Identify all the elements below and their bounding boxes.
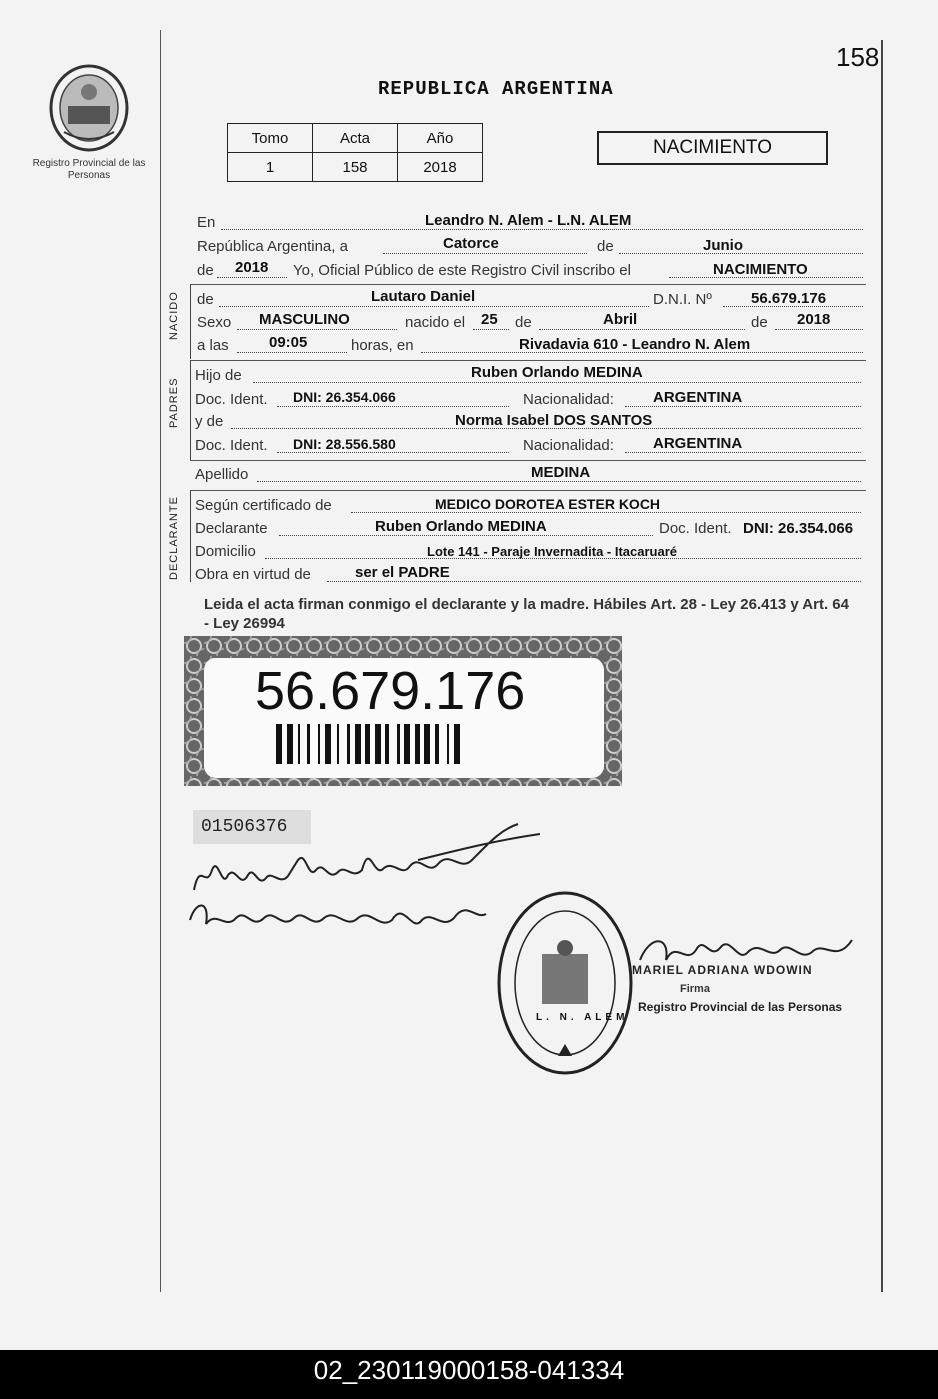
header-ano: Año: [398, 124, 483, 153]
value-birth-day: 25: [481, 311, 498, 328]
page-number: 158: [836, 42, 880, 72]
label-sexo: Sexo: [197, 314, 232, 331]
line-father-doc: [195, 388, 861, 410]
stamp-bottom-text: L. N. ALEM: [536, 1012, 629, 1023]
value-birth-place: Rivadavia 610 - Leandro N. Alem: [519, 336, 751, 353]
value-year: 2018: [235, 259, 269, 276]
label-en: En: [197, 214, 216, 231]
label-republica: República Argentina, a: [197, 238, 348, 255]
value-child-dni: 56.679.176: [751, 290, 827, 307]
province-seal-logo: [46, 62, 132, 158]
header-tomo: Tomo: [228, 124, 313, 153]
label-father-nat: Nacionalidad:: [523, 391, 614, 408]
label-father-doc: Doc. Ident.: [195, 391, 268, 408]
official-role: Firma: [680, 983, 710, 995]
barcode-bar: [347, 724, 350, 764]
line-hora-lugar: [197, 334, 863, 356]
barcode-bar: [415, 724, 420, 764]
label-a-las: a las: [197, 337, 229, 354]
barcode-bar: [318, 724, 320, 764]
label-y-de: y de: [195, 413, 224, 430]
label-apellido: Apellido: [195, 466, 249, 483]
official-name: MARIEL ADRIANA WDOWIN: [632, 963, 813, 977]
value-declarante-doc: DNI: 26.354.066: [743, 520, 854, 537]
value-tomo: 1: [228, 153, 313, 182]
line-republica: [197, 235, 863, 257]
barcode-bar: [276, 724, 282, 764]
label-domicilio: Domicilio: [195, 543, 256, 560]
value-father: Ruben Orlando MEDINA: [471, 364, 643, 381]
value-mother-nat: ARGENTINA: [653, 435, 743, 452]
line-en: [197, 211, 863, 233]
barcode-bar: [454, 724, 460, 764]
value-mother-doc: DNI: 28.556.580: [293, 436, 396, 452]
country-title: REPUBLICA ARGENTINA: [378, 78, 614, 100]
value-sexo: MASCULINO: [259, 311, 350, 328]
line-declarante: [195, 517, 861, 539]
registry-stamp: [494, 888, 636, 1078]
barcode-bar: [424, 724, 430, 764]
value-location: Leandro N. Alem - L.N. ALEM: [425, 212, 632, 229]
label-mother-doc: Doc. Ident.: [195, 437, 268, 454]
barcode-bar: [447, 724, 449, 764]
label-nacido-el: nacido el: [405, 314, 466, 331]
left-margin-line: [160, 30, 161, 1292]
barcode-number: 56.679.176: [255, 661, 526, 721]
label-declarante: Declarante: [195, 520, 268, 537]
value-ano: 2018: [398, 153, 483, 182]
label-de-birth-month: de: [515, 314, 532, 331]
label-declarante-doc: Doc. Ident.: [659, 520, 732, 537]
value-domicilio: Lote 141 - Paraje Invernadita - Itacaruaré: [427, 544, 677, 559]
barcode-bar: [355, 724, 361, 764]
line-nacido-name: [197, 288, 863, 310]
section-declarante-label: DECLARANTE: [168, 496, 180, 580]
label-de-birth-year: de: [751, 314, 768, 331]
line-year-inscribo: [197, 259, 863, 281]
value-mother: Norma Isabel DOS SANTOS: [455, 412, 653, 429]
value-birth-year: 2018: [797, 311, 831, 328]
value-certificado: MEDICO DOROTEA ESTER KOCH: [435, 496, 661, 512]
right-margin-line: [881, 40, 883, 1292]
barcode-bar: [385, 724, 389, 764]
value-father-doc: DNI: 26.354.066: [293, 389, 396, 405]
label-dni: D.N.I. Nº: [653, 291, 712, 308]
label-obra: Obra en virtud de: [195, 566, 311, 583]
label-certificado: Según certificado de: [195, 497, 332, 514]
section-nacido-label: NACIDO: [168, 291, 180, 340]
value-birth-month: Abril: [603, 311, 638, 328]
value-father-nat: ARGENTINA: [653, 389, 743, 406]
label-mother-nat: Nacionalidad:: [523, 437, 614, 454]
label-hijo-de: Hijo de: [195, 367, 242, 384]
line-obra: [195, 563, 861, 585]
label-horas-en: horas, en: [351, 337, 414, 354]
official-registry: Registro Provincial de las Personas: [638, 1000, 843, 1014]
barcode-bar: [435, 724, 439, 764]
line-domicilio: [195, 540, 861, 562]
label-inscribo: Yo, Oficial Público de este Registro Civil inscribo el: [293, 262, 631, 279]
serial-number: 01506376: [193, 810, 311, 844]
line-apellido: [195, 463, 861, 485]
signature-madre: [186, 890, 496, 940]
value-day-words: Catorce: [443, 235, 499, 252]
value-birth-time: 09:05: [269, 334, 308, 351]
header-acta: Acta: [313, 124, 398, 153]
barcode-bar: [404, 724, 410, 764]
value-child-name: Lautaro Daniel: [371, 288, 476, 305]
label-de-name: de: [197, 291, 214, 308]
value-month: Junio: [703, 237, 743, 254]
line-y-de: [195, 410, 861, 432]
line-hijo-de: [195, 364, 861, 386]
value-obra: ser el PADRE: [355, 564, 450, 581]
value-declarante: Ruben Orlando MEDINA: [375, 518, 547, 535]
barcode-bar: [287, 724, 293, 764]
barcode-bar: [397, 724, 400, 764]
barcode-bar: [365, 724, 370, 764]
label-de-month: de: [597, 238, 614, 255]
line-certificado: [195, 494, 861, 516]
barcode-bar: [307, 724, 310, 764]
document-code-bar: 02_230119000158-041334: [0, 1350, 938, 1399]
label-de-year: de: [197, 262, 214, 279]
logo-caption: Registro Provincial de las Personas: [32, 158, 146, 181]
barcode-bar: [298, 724, 300, 764]
barcode-bar: [325, 724, 331, 764]
barcode-bar: [375, 724, 381, 764]
legal-footnote: Leida el acta firman conmigo el declarante y la madre. Hábiles Art. 28 - Ley 26.413 y Art. 64 - Ley 26994: [204, 596, 849, 632]
line-sexo-fecha: [197, 311, 863, 333]
barcode-bar: [337, 724, 339, 764]
line-mother-doc: [195, 434, 861, 456]
section-padres-label: PADRES: [168, 377, 180, 428]
tomo-acta-ano-table: [227, 123, 483, 182]
value-acta: 158: [313, 153, 398, 182]
value-apellido: MEDINA: [531, 464, 591, 481]
value-inscribo: NACIMIENTO: [713, 261, 808, 278]
record-type-box: NACIMIENTO: [597, 131, 828, 165]
